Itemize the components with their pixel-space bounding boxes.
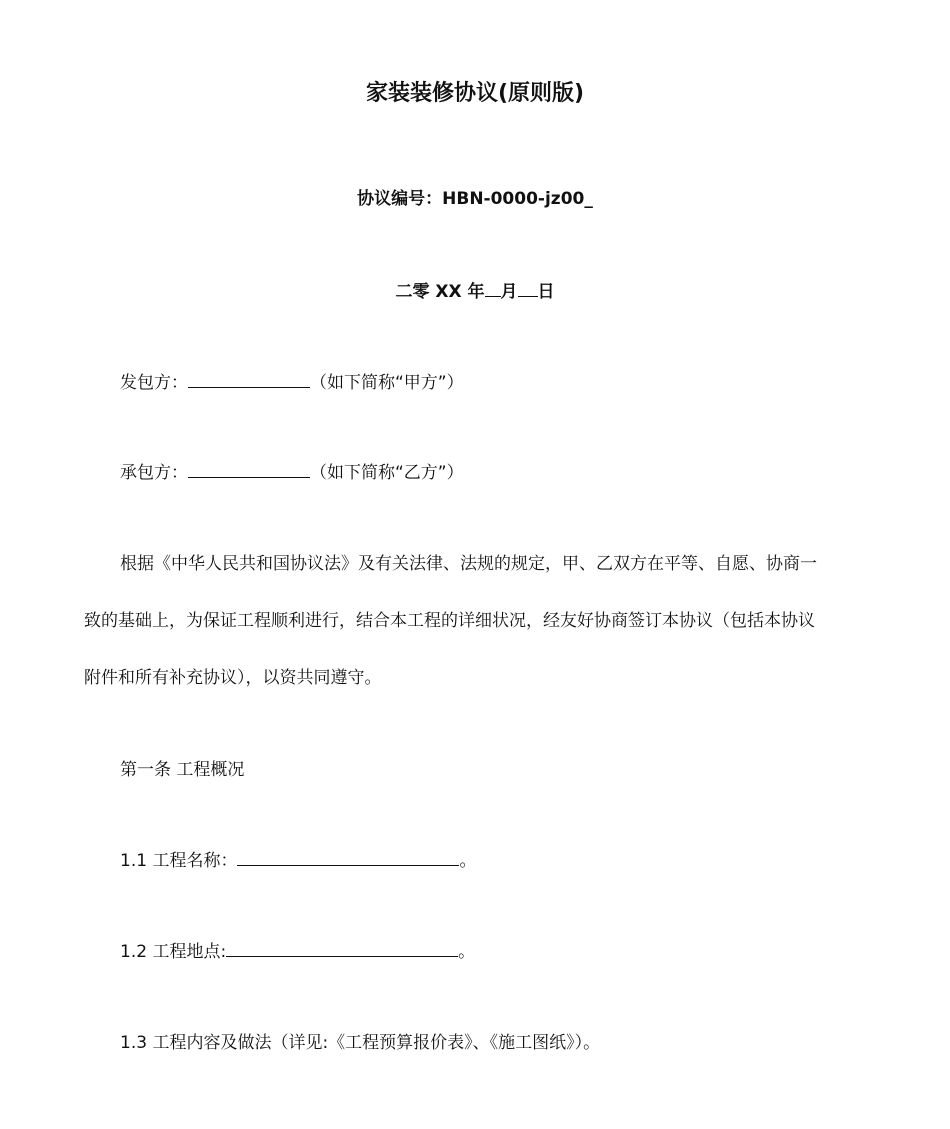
month-blank [485, 280, 501, 297]
item-1-2-end: 。 [458, 942, 476, 962]
party-a-line [120, 371, 464, 394]
item-1-2-label: 1.2 工程地点: [120, 942, 227, 962]
party-b-line [120, 461, 464, 484]
party-b-blank [188, 461, 310, 478]
item-1-1 [120, 849, 476, 872]
document-title: 家装装修协议(原则版) [365, 81, 585, 106]
day-blank [518, 280, 538, 297]
party-b-label: 承包方： [120, 463, 188, 483]
contract-date [0, 280, 950, 303]
party-a-blank [188, 371, 310, 388]
item-1-1-end: 。 [459, 851, 477, 871]
party-a-suffix: （如下简称“甲方”） [310, 373, 464, 393]
preamble-line-3: 附件和所有补充协议），以资共同遵守。 [84, 668, 382, 688]
date-year: 二零 XX 年 [395, 282, 485, 302]
item-1-3: 1.3 工程内容及做法（详见:《工程预算报价表》、《施工图纸》）。 [120, 1033, 601, 1053]
date-month: 月 [500, 282, 518, 302]
project-location-blank [226, 940, 458, 957]
party-a-label: 发包方： [120, 373, 188, 393]
preamble-line-2: 致的基础上，为保证工程顺利进行，结合本工程的详细状况，经友好协商签订本协议（包括本协议 [84, 611, 815, 631]
article-1-heading: 第一条 工程概况 [120, 760, 245, 780]
contract-number: 协议编号：HBN-0000-jz00_ [357, 189, 593, 209]
item-1-1-label: 1.1 工程名称： [120, 851, 238, 871]
party-b-suffix: （如下简称“乙方”） [310, 463, 464, 483]
item-1-2 [120, 940, 475, 963]
date-day: 日 [537, 282, 555, 302]
project-name-blank [237, 849, 459, 866]
preamble-line-1: 根据《中华人民共和国协议法》及有关法律、法规的规定，甲、乙双方在平等、自愿、协商一 [120, 554, 817, 574]
